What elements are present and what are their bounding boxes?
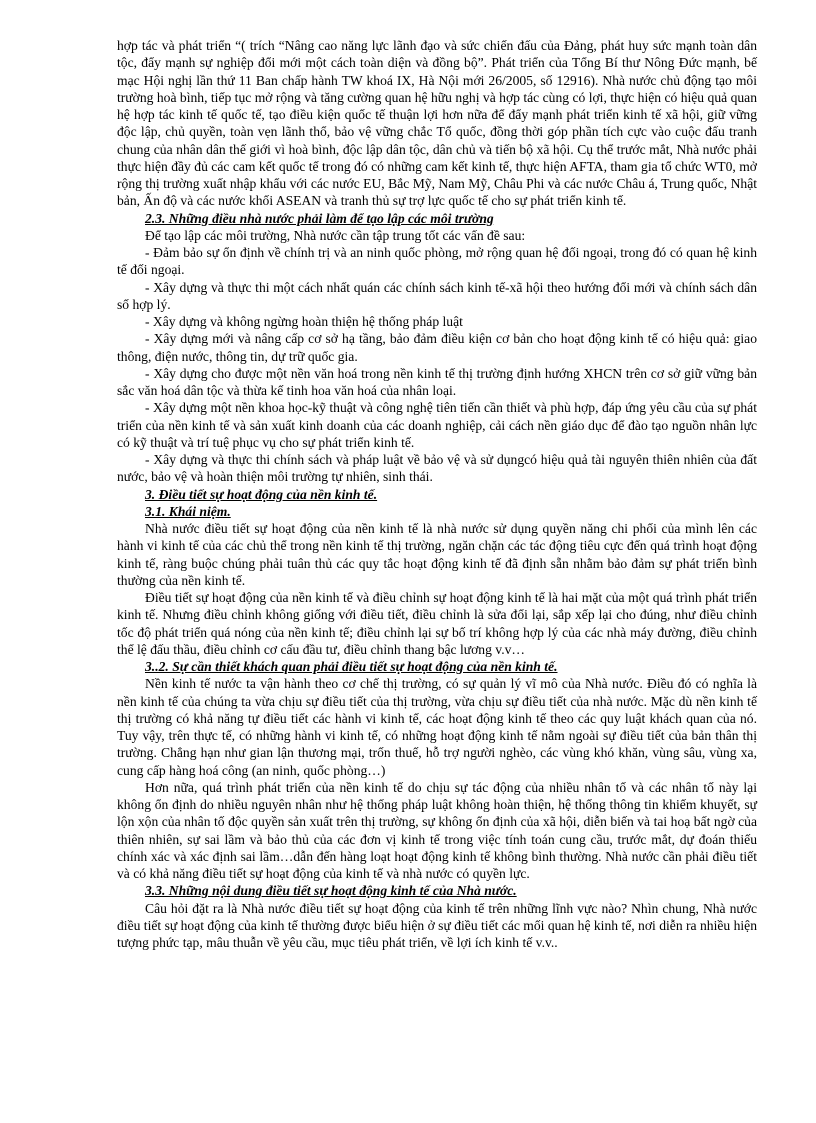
body-paragraph: - Xây dựng và không ngừng hoàn thiện hệ thống pháp luật [145, 314, 463, 329]
body-paragraph: Câu hỏi đặt ra là Nhà nước điều tiết sự hoạt động của kinh tế trên những lĩnh vực nào? Nhìn chung, Nhà nước điều tiết sự hoạt động của kinh tế thường được biểu hiện ở sự điều tiết các mối quan hệ kinh tế, nơi diễn ra nhiều hiện tượng phức tạp, mâu thuẫn về yêu cầu, mục tiêu phát triển, về lợi ích kinh tế v.v.. [117, 900, 757, 950]
body-paragraph: Nền kinh tế nước ta vận hành theo cơ chế thị trường, có sự quản lý vĩ mô của Nhà nước. Điều đó có nghĩa là nền kinh tế của chúng ta vừa chịu sự điều tiết của thị trường, vừa chịu sự điều tiết của nhà nước. Mặc dù nền kinh tế thị trường có khả năng tự điều tiết các hành vi kinh tế, các hoạt động kinh tế theo các quy luật khách quan của nó. Tuy vậy, trên thực tế, có những hành vi kinh tế, có những hoạt động kinh tế nằm ngoài sự điều tiết của bản thân thị trường. Chẳng hạn như gian lận thương mại, trốn thuế, hỗ trợ người nghèo, các vùng khó khăn, vùng sâu, vùng xa, cung cấp hàng hoá công (an ninh, quốc phòng…) [117, 676, 757, 778]
body-paragraph: Hơn nữa, quá trình phát triển của nền kinh tế do chịu sự tác động của nhiều nhân tố và các nhân tố này lại không ổn định do nhiều nguyên nhân như hệ thống pháp luật không hoàn thiện, hệ thống thông tin khiếm khuyết, sự lộn xộn của nhân tố độc quyền sản xuất trên thị trường, sự không ổn định của xã hội, diễn biến và tai hoạ bất ngờ của thiên nhiên, sự sai lầm và bảo thủ của các đơn vị kinh tế trong việc tính toán cung cầu, trước mắt, dự đoán thiếu chính xác và xác định sai lầm…dẫn đến hàng loạt hoạt động kinh tế không bình thường. Nhà nước cần phải điều tiết và có khả năng điều tiết sự hoạt động của kinh tế và nhà nước có quyền lực. [117, 779, 757, 881]
section-heading: 3.1. Khái niệm. [145, 503, 231, 519]
section-heading: 3..2. Sự cần thiết khách quan phải điều tiết sự hoạt động của nền kinh tế. [145, 659, 558, 674]
body-paragraph: - Xây dựng mới và nâng cấp cơ sở hạ tầng, bảo đảm điều kiện cơ bản cho hoạt động kinh tế có hiệu quả: giao thông, điện nước, thông tin, dự trữ quốc gia. [117, 331, 757, 364]
body-paragraph: - Xây dựng cho được một nền văn hoá trong nền kinh tế thị trường định hướng XHCN trên cơ sở giữ vững bản sắc văn hoá dân tộc và thừa kế tinh hoa văn hoá của nhân loại. [117, 365, 757, 398]
body-paragraph: - Xây dựng một nền khoa học-kỹ thuật và công nghệ tiên tiến cần thiết và phù hợp, đáp ứng yêu cầu của sự phát triển của nền kinh tế và sản xuất kinh doanh của các doanh nghiệp, cải cách nền giáo dục để đào tạo nguồn nhân lực có kỹ thuật và trí tuệ phục vụ cho sự phát triển kinh tế. [117, 400, 757, 450]
section-heading: 3.3. Những nội dung điều tiết sự hoạt động kinh tế của Nhà nước. [145, 883, 517, 899]
body-paragraph: Nhà nước điều tiết sự hoạt động của nền kinh tế là nhà nước sử dụng quyền năng chi phối của mình lên các hành vi kinh tế của các chủ thể trong nền kinh tế thị trường, ngăn chặn các tác động tiêu cực đến quá trình hoạt động kinh tế, ràng buộc chúng phải tuân thủ các quy tắc hoạt động kinh tế đã định sẵn nhằm bảo đảm sự phát triển bình thường của nền kinh tế. [117, 521, 757, 588]
body-paragraph: - Xây dựng và thực thi một cách nhất quán các chính sách kinh tế-xã hội theo hướng đổi mới và chính sách dân số hợp lý. [117, 279, 757, 312]
body-paragraph: Điều tiết sự hoạt động của nền kinh tế và điều chỉnh sự hoạt động kinh tế là hai mặt của một quá trình phát triển kinh tế. Nhưng điều chỉnh không giống với điều tiết, điều chỉnh là sửa đổi lại, sắp xếp lại cho đúng, như điều chỉnh tốc độ phát triển quá nóng của nền kinh tế; điều chỉnh lại sự bố trí không hợp lý của các nhà máy đường, điều chỉnh thể lệ đấu thầu, điều chỉnh cơ cấu đầu tư, điều chỉnh thang bậc lương v.v… [117, 590, 757, 657]
body-paragraph: Để tạo lập các môi trường, Nhà nước cần tập trung tốt các vấn đề sau: [145, 227, 526, 243]
document-page [117, 37, 757, 951]
section-heading: 3. Điều tiết sự hoạt động của nền kinh tế. [145, 486, 378, 502]
body-paragraph: - Xây dựng và thực thi chính sách và pháp luật về bảo vệ và sử dụngcó hiệu quả tài nguyên thiên nhiên của đất nước, bảo vệ và hoàn thiện môi trường tự nhiên, sinh thái. [117, 452, 757, 485]
section-heading: 2.3. Những điều nhà nước phải làm để tạo lập các môi trường [145, 210, 494, 226]
body-paragraph: - Đảm bảo sự ổn định về chính trị và an ninh quốc phòng, mở rộng quan hệ đối ngoại, trong đó có quan hệ kinh tế đối ngoại. [117, 245, 757, 278]
body-paragraph: hợp tác và phát triển “( trích “Nâng cao năng lực lãnh đạo và sức chiến đấu của Đảng, phát huy sức mạnh toàn dân tộc, đẩy mạnh sự nghiệp đổi mới một cách toàn diện và đồng bộ”. Phát triển của Tổng Bí thư Nông Đức mạnh, bế mạc Hội nghị lần thứ 11 Ban chấp hành TW khoá IX, Hà Nội mới 26/2005, số 12916). Nhà nước chủ động tạo môi trường hoà bình, tiếp tục mở rộng và tăng cường quan hệ hữu nghị và hợp tác cùng có lợi, thực hiện có hiệu quả quan hệ hợp tác kinh tế quốc tế, tạo điều kiện quốc tế thuận lợi hơn nữa để đẩy mạnh phát triển kinh tế xã hội, giữ vững độc lập, chủ quyền, toàn vẹn lãnh thổ, bảo vệ vững chắc Tổ quốc, đồng thời góp phần tích cực vào cuộc đấu tranh chung của nhân dân thế giới vì hoà bình, độc lập dân tộc, dân chủ và tiến bộ xã hội. Cụ thể trước mắt, Nhà nước phải thực hiện đầy đủ các cam kết quốc tế trong đó có những cam kết kinh tế, thực hiện AFTA, tham gia tổ chức WT0, mở rộng thị trường xuất nhập khẩu với các nước EU, Bắc Mỹ, Nam Mỹ, Châu Phi và các nước Châu á, Trung quốc, Nhật bản, Ấn độ và các nước khối ASEAN và tranh thủ sự trợ lực quốc tế cho sự phát triển kinh tế. [117, 38, 757, 209]
